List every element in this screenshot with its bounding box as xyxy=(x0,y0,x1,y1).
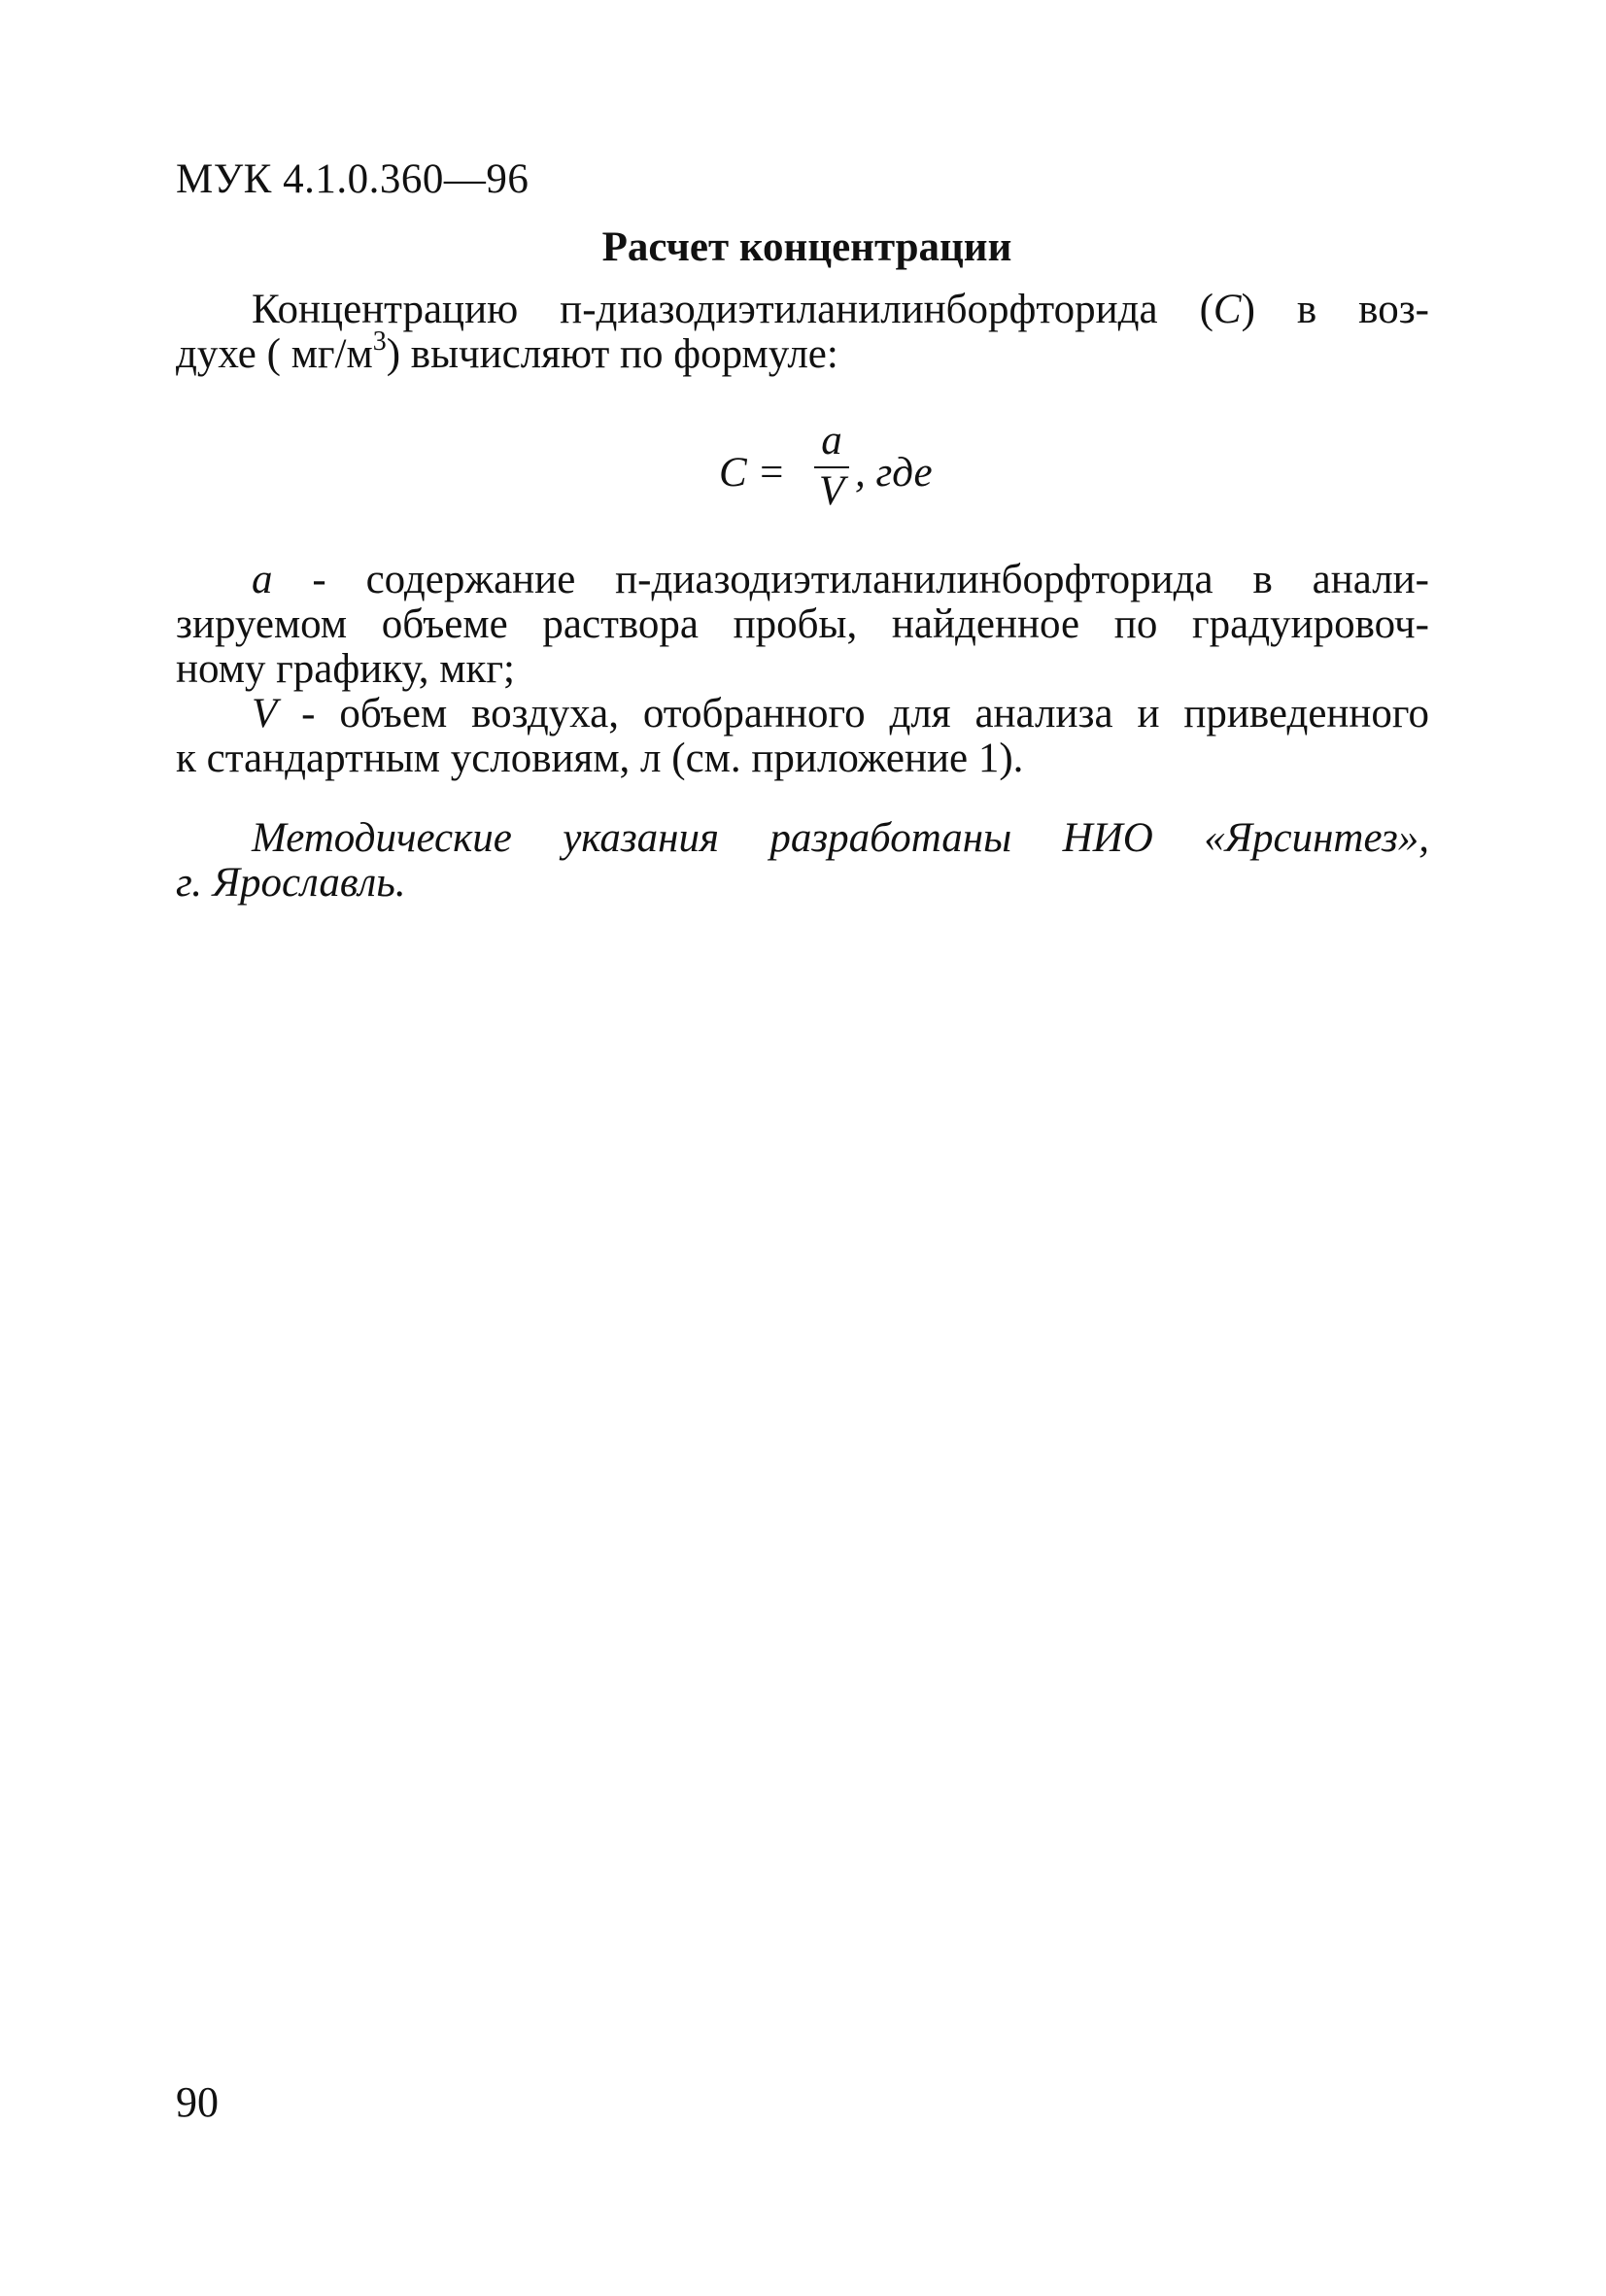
formula-lhs: С = xyxy=(719,450,786,496)
credit-line-2: г. Ярославль. xyxy=(176,860,406,906)
definition-v-text-1: - объем воздуха, отобранного для анализа и приведенного xyxy=(277,691,1429,737)
definition-v-line-2: к стандартным условиям, л (см. приложение 1). xyxy=(176,736,1024,781)
formula-denominator: V xyxy=(818,468,845,514)
definition-v-line-1 xyxy=(176,692,1429,737)
definition-a-text-1: - содержание п-диазодиэтиланилинборфторида в анали- xyxy=(272,557,1429,602)
variable-a: a xyxy=(252,557,273,602)
intro-text-2-end: ) вычисляют по формуле: xyxy=(386,331,838,377)
formula-numerator: a xyxy=(821,418,842,463)
intro-paragraph xyxy=(176,288,1429,377)
document-code: МУК 4.1.0.360—96 xyxy=(176,156,530,202)
definitions-paragraph xyxy=(176,558,1429,781)
formula-rhs: , где xyxy=(855,450,933,496)
intro-text-2: духе ( мг/м xyxy=(176,331,373,377)
section-title: Расчет концентрации xyxy=(601,224,1012,270)
intro-text-1: Концентрацию п-диазодиэтиланилинборфторида ( xyxy=(252,287,1213,332)
definition-a-line-3: ному графику, мкг; xyxy=(176,646,515,692)
unit-exponent: 3 xyxy=(372,326,387,357)
credit-line-1: Методические указания разработаны НИО «Ярсинтез», xyxy=(252,815,1429,861)
formula-fraction xyxy=(812,418,851,514)
variable-v: V xyxy=(252,691,278,737)
credit-paragraph xyxy=(176,816,1429,906)
intro-text-1-end: ) в воз- xyxy=(1241,287,1429,332)
page-number: 90 xyxy=(176,2078,219,2126)
intro-line-2 xyxy=(176,326,1429,377)
definition-a-line-2: зируемом объеме раствора пробы, найденное по градуировоч- xyxy=(176,601,1429,647)
definition-a-line-1 xyxy=(176,558,1429,602)
intro-line-1 xyxy=(176,288,1429,332)
variable-c: С xyxy=(1213,287,1242,332)
